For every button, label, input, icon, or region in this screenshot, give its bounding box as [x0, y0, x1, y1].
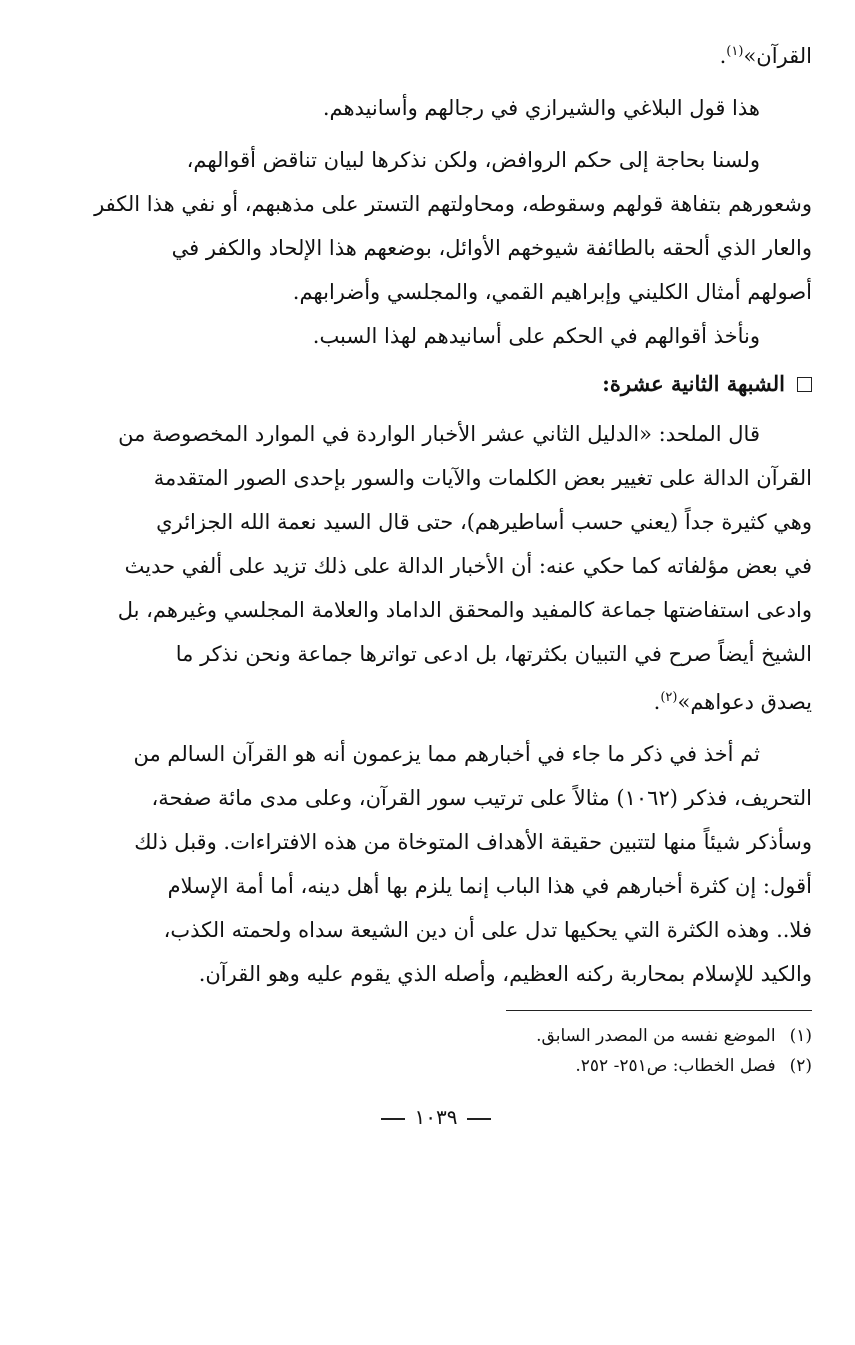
text-line: القرآن الدالة على تغيير بعض الكلمات والآيات والسور بإحدى الصور المتقدمة [153, 466, 812, 490]
text-fragment: يصدق دعواهم» [677, 690, 812, 714]
footnote-text: الموضع نفسه من المصدر السابق. [536, 1026, 776, 1046]
paragraph [60, 732, 812, 996]
page-number-text: ١٠٣٩ [414, 1105, 458, 1129]
footnote-divider [506, 1010, 812, 1011]
footnote-text: فصل الخطاب: ص٢٥١- ٢٥٢. [575, 1056, 776, 1076]
footnote-number: (٢) [789, 1056, 812, 1076]
text-line: ونأخذ أقوالهم في الحكم على أسانيدهم لهذا السبب. [312, 324, 760, 348]
text-line: يصدق دعواهم»$^{(٢)}$. [653, 690, 812, 714]
heading-text: الشبهة الثانية عشرة: [602, 371, 785, 396]
paragraph [60, 138, 812, 314]
text-line: فلا.. وهذه الكثرة التي يحكيها تدل على أن دين الشيعة سداه ولحمته الكذب، [163, 918, 812, 942]
footnote-number: (١) [789, 1026, 812, 1046]
footnote [60, 1021, 812, 1051]
dash-decoration [381, 1118, 405, 1120]
text-line: وادعى استفاضتها جماعة كالمفيد والمحقق الداماد والعلامة المجلسي وغيرهم، بل [117, 598, 812, 622]
text-line: التحريف، فذكر (١٠٦٢) مثالاً على ترتيب سور القرآن، وعلى مدى مائة صفحة، [151, 786, 812, 810]
text-line: وهي كثيرة جداً (يعني حسب أساطيرهم)، حتى قال السيد نعمة الله الجزائري [156, 510, 812, 534]
text-fragment: القرآن» [743, 44, 812, 68]
dash-decoration [467, 1118, 491, 1120]
paragraph [60, 412, 812, 724]
document-page [60, 30, 812, 1129]
footnote-ref-1: (١) [726, 44, 744, 59]
text-line: الشيخ أيضاً صرح في التبيان بكثرتها، بل ادعى تواترها جماعة ونحن نذكر ما [175, 642, 812, 666]
text-line: والكيد للإسلام بمحاربة ركنه العظيم، وأصله الذي يقوم عليه وهو القرآن. [198, 962, 812, 986]
text-line: أصولهم أمثال الكليني وإبراهيم القمي، والمجلسي وأضرابهم. [292, 280, 812, 304]
text-line: في بعض مؤلفاته كما حكي عنه: أن الأخبار الدالة على ذلك تزيد على ألفي حديث [124, 554, 812, 578]
text-line: ثم أخذ في ذكر ما جاء في أخبارهم مما يزعمون أنه هو القرآن السالم من [133, 742, 760, 766]
text-line: القرآن»$^{(١)}$. [719, 44, 812, 68]
text-line: ولسنا بحاجة إلى حكم الروافض، ولكن نذكرها لبيان تناقض أقوالهم، [186, 148, 760, 172]
footnote [60, 1051, 812, 1081]
text-line: هذا قول البلاغي والشيرازي في رجالهم وأسانيدهم. [322, 96, 760, 120]
text-line: قال الملحد: «الدليل الثاني عشر الأخبار الواردة في الموارد المخصوصة من [118, 422, 760, 446]
footnote-ref-2: (٢) [660, 690, 678, 705]
text-line: أقول: إن كثرة أخبارهم في هذا الباب إنما يلزم بها أهل دينه، أما أمة الإسلام [167, 874, 812, 898]
text-line: وسأذكر شيئاً منها لتتبين حقيقة الأهداف المتوخاة من هذه الافتراءات. وقبل ذلك [134, 830, 812, 854]
square-bullet-icon [797, 377, 812, 392]
page-number [60, 1105, 812, 1129]
text-line: والعار الذي ألحقه بالطائفة شيوخهم الأوائل، بوضعهم هذا الإلحاد والكفر في [171, 236, 812, 260]
section-heading [60, 362, 812, 406]
text-line: وشعورهم بتفاهة قولهم وسقوطه، ومحاولتهم التستر على مذهبهم، أو نفي هذا الكفر [94, 192, 812, 216]
